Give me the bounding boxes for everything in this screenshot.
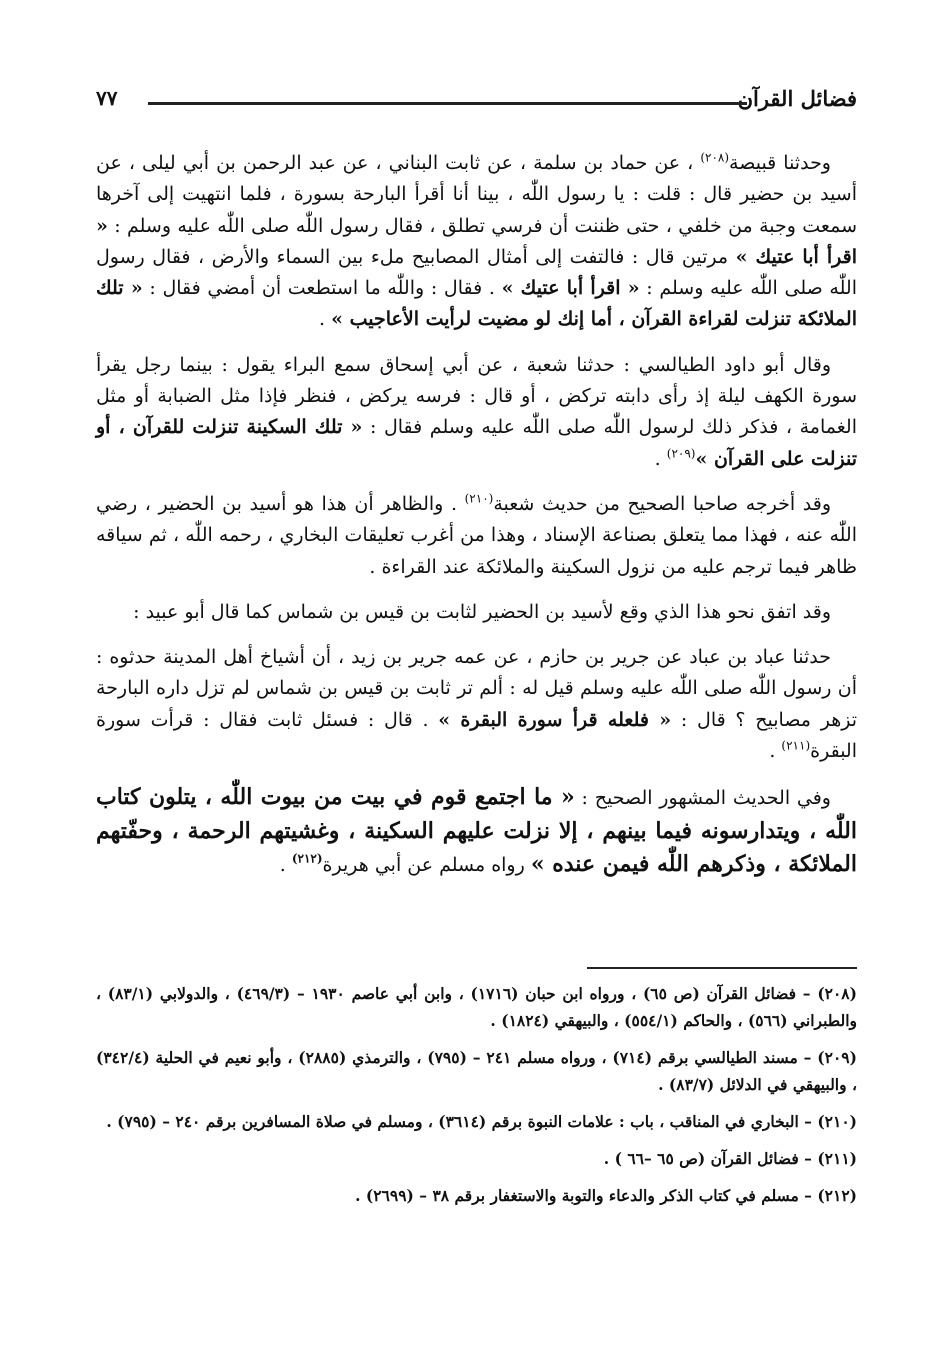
paragraph-text: .: [769, 740, 782, 763]
body-paragraph: [96, 148, 857, 336]
hadith-quote: « اقرأ أبا عتيك »: [501, 277, 640, 300]
footnote-ref: (٢١٠): [464, 491, 494, 506]
footnote: (٢٠٩) – مسند الطيالسي برقم (٧١٤) ، ورواه مسلم ٢٤١ – (٧٩٥) ، والترمذي (٢٨٨٥) ، وأبو نعيم في الحلية (٣٤٢/٤) ، والبيهقي في الدلائل (٨٣/٧) .: [96, 1048, 857, 1094]
body-paragraph: [96, 489, 857, 583]
hadith-quote: « اقرأ أبا عتيك »: [96, 214, 857, 268]
hadith-quote: « تلك الملائكة تنزلت لقراءة القرآن ، أما إنك لو مضيت لرأيت الأعاجيب »: [96, 277, 857, 331]
footnote: (٢١٢) – مسلم في كتاب الذكر والدعاء والتوبة والاستغفار برقم ٣٨ – (٢٦٩٩) .: [355, 1186, 857, 1205]
body-paragraph: [96, 597, 857, 628]
body-paragraph: [96, 350, 857, 475]
page-number: ٧٧: [96, 86, 118, 110]
footnote-ref: (٢١١): [781, 738, 811, 753]
header-rule: [148, 102, 747, 105]
paragraph-text: . فقال : واللّٰه ما استطعت أن أمضي فقال :: [142, 277, 502, 300]
paragraph-text: وقال أبو داود الطيالسي : حدثنا شعبة ، عن أبي إسحاق سمع البراء يقول : بينما رجل يقرأ سورة الكهف ليلة إذ رأى دابته تركض ، أو قال : فرسه يركض ، فنظر فإذا مثل الضبابة أو مثل الغمامة ، فذكر ذلك لرسول اللّٰه صلى اللّٰه عليه وسلم فقال :: [96, 353, 857, 439]
paragraph-text: وقد أخرجه صاحبا الصحيح من حديث شعبة: [493, 492, 831, 515]
footnote: (٢١١) – فضائل القرآن (ص ٦٥ –٦٦ ) .: [603, 1149, 857, 1168]
footnote-ref: (٢٠٨): [700, 150, 730, 165]
footnote: (٢١٠) – البخاري في المناقب ، باب : علامات النبوة برقم (٣٦١٤) ، ومسلم في صلاة المسافرين برقم ٢٤٠ – (٧٩٥) .: [106, 1112, 857, 1131]
paragraph-text: .: [654, 447, 667, 470]
paragraph-text: . والظاهر أن هذا هو أسيد بن الحضير ، رضي اللّٰه عنه ، فهذا مما يتعلق بصناعة الإسناد ، وهذا من أغرب تعليقات البخاري ، رحمه اللّٰه ، ثم سياقه ظاهر فيما ترجم عليه من نزول السكينة والملائكة عند القراءة .: [96, 492, 857, 578]
paragraph-text: وحدثنا قبيصة: [729, 152, 831, 174]
footnotes: [96, 980, 857, 1219]
page-header: [96, 84, 857, 120]
hadith-quote: « تلك السكينة تنزلت للقرآن ، أو تنزلت على القرآن »: [96, 416, 857, 470]
paragraph-text: ، عن حماد بن سلمة ، عن ثابت البناني ، عن عبد الرحمن بن أبي ليلى ، عن أسيد بن حضير قال : قلت : يا رسول اللّٰه ، بينا أنا أقرأ البارحة بسورة ، فلما انتهيت إلى آخرها سمعت وجبة من خلفي ، حتى ظننت أن فرسي تطلق ، فقال رسول اللّٰه صلى اللّٰه عليه وسلم :: [96, 152, 857, 237]
paragraph-text: وفي الحديث المشهور الصحيح :: [574, 787, 831, 810]
body-paragraph: [96, 781, 857, 882]
paragraph-text: . قال : فسئل ثابت فقال : قرأت سورة البقرة: [96, 708, 857, 763]
main-text: [96, 148, 857, 896]
footnote: (٢٠٨) – فضائل القرآن (ص ٦٥) ، ورواه ابن حبان (١٧١٦) ، وابن أبي عاصم ١٩٣٠ – (٤٦٩/٣) ، والدولابي (٨٣/١) ، والطبراني (٥٦٦) ، والحاكم (٥٥٤/١) ، والبيهقي (١٨٢٤) .: [96, 984, 857, 1030]
paragraph-text: حدثنا عباد بن عباد عن جرير بن حازم ، عن عمه جرير بن زيد ، أن أشياخ أهل المدينة حدثوه : أن رسول اللّٰه صلى اللّٰه عليه وسلم قيل له : ألم تر ثابت بن قيس بن شماس لم تزل داره البارحة تزهر مصابيح ؟ قال :: [96, 646, 857, 731]
body-paragraph: [96, 642, 857, 767]
hadith-quote: « ما اجتمع قوم في بيت من بيوت اللّٰه ، يتلون كتاب اللّٰه ، ويتدارسونه فيما بينهم ، إلا نزلت عليهم السكينة ، وغشيتهم الرحمة ، وحفّتهم الملائكة ، وذكرهم اللّٰه فيمن عنده »: [96, 784, 857, 878]
paragraph-text: مرتين قال : فالتفت إلى أمثال المصابيح ملء بين السماء والأرض ، فقال رسول اللّٰه صلى اللّٰه عليه وسلم :: [96, 245, 857, 300]
paragraph-text: .: [319, 308, 332, 331]
footnote-ref: (٢١٢): [291, 852, 323, 867]
paragraph-text: وقد اتفق نحو هذا الذي وقع لأسيد بن الحضير لثابت بن قيس بن شماس كما قال أبو عبيد :: [133, 600, 831, 623]
paragraph-text: رواه مسلم عن أبي هريرة: [322, 854, 531, 877]
running-title: فضائل القرآن: [737, 86, 857, 111]
paragraph-text: .: [279, 854, 292, 877]
footnote-separator: [587, 967, 857, 969]
footnote-ref: (٢٠٩): [666, 446, 696, 461]
hadith-quote: « فلعله قرأ سورة البقرة »: [438, 708, 672, 731]
